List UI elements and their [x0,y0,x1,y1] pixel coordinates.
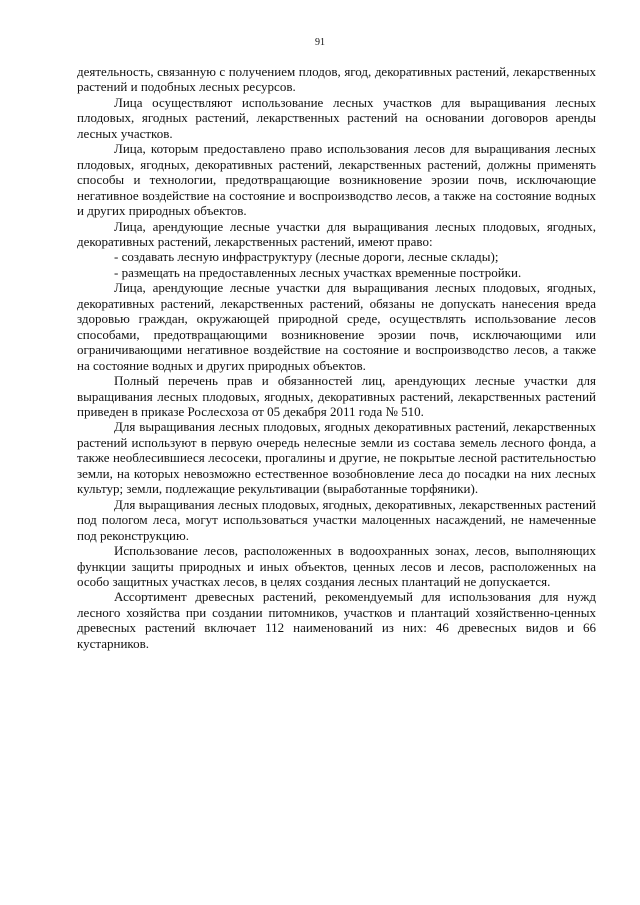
page-number: 91 [315,37,325,48]
paragraph-4: Лица, арендующие лесные участки для выращивания лесных плодовых, ягодных, декоративных растений, лекарственных растений, имеют право: [77,218,596,249]
paragraph-8: Для выращивания лесных плодовых, ягодных, декоративных, лекарственных растений под пологом леса, могут использоваться участки малоценных насаждений, не намеченные под реконструкцию. [77,496,596,543]
list-item-temporary-buildings: - размещать на предоставленных лесных участках временные постройки. [114,264,522,280]
paragraph-5: Лица, арендующие лесные участки для выращивания лесных плодовых, ягодных, декоративных растений, лекарственных растений, обязаны не допускать нанесения вреда здоровью граждан, окружающей природной среде, осуществлять использование лесов способами, предотвращающими возникновение эрозии почв, исключающими или ограничивающими негативное воздействие на состояние и воспроизводство лесов, а также на состояние водных и других природных объектов. [77,280,596,373]
paragraph-3: Лица, которым предоставлено право использования лесов для выращивания лесных плодовых, ягодных, декоративных растений, лекарственных растений, должны применять способы и технологии, предотвращающие возникновение эрозии почв, исключающие негативное воздействие на состояние и воспроизводство лесов, а также на состояние водных и других природных объектов. [77,141,596,219]
page-body [77,64,596,651]
paragraph-2: Лица осуществляют использование лесных участков для выращивания лесных плодовых, ягодных растений, лекарственных растений на основании договоров аренды лесных участков. [77,94,596,141]
paragraph-7: Для выращивания лесных плодовых, ягодных декоративных растений, лекарственных растений используют в первую очередь нелесные земли из состава земель лесного фонда, а также необлесившиеся лесосеки, прогалины и другие, не покрытые лесной растительностью земли, на которых невозможно естественное возобновление леса до посадки на них лесных культур; земли, подлежащие рекультивации (выработанные торфяники). [77,419,596,497]
paragraph-1: деятельность, связанную с получением плодов, ягод, декоративных растений, лекарственных растений и подобных лесных ресурсов. [77,64,596,95]
paragraph-9: Использование лесов, расположенных в водоохранных зонах, лесов, выполняющих функции защиты природных и иных объектов, ценных лесов и лесов, расположенных на особо защитных участках лесов, в целях создания лесных плантаций не допускается. [77,543,596,589]
paragraph-6: Полный перечень прав и обязанностей лиц, арендующих лесные участки для выращивания лесных плодовых, ягодных, декоративных растений, лекарственных растений приведен в приказе Рослесхоза от 05 декабря 2011 года № 510. [77,373,596,419]
list-item-infrastructure: - создавать лесную инфраструктуру (лесные дороги, лесные склады); [114,249,499,265]
paragraph-10: Ассортимент древесных растений, рекомендуемый для использования для нужд лесного хозяйства при создании питомников, участков и плантаций хозяйственно-ценных древесных растений включает 112 наименований из них: 46 древесных видов и 66 кустарников. [77,589,596,651]
